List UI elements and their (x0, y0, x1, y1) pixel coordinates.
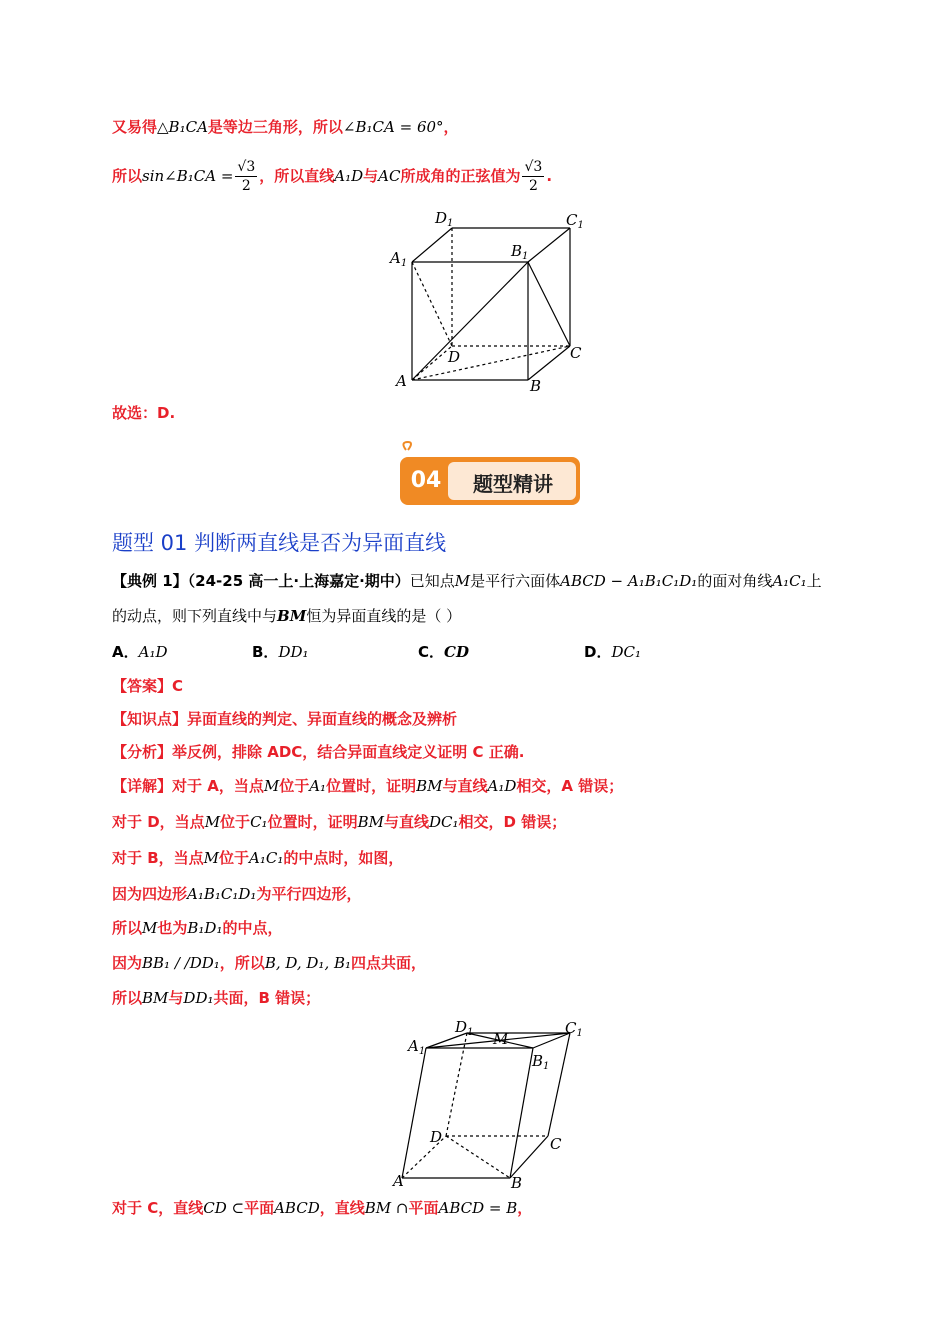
text: 对于 C，直线 (112, 1199, 204, 1217)
math: B₁D₁ (187, 919, 223, 937)
math: A₁B₁C₁D₁ (187, 885, 257, 903)
label-d: D (430, 1128, 443, 1146)
math: A₁ (309, 777, 327, 795)
label-c: C (570, 344, 582, 362)
label-a1: $A_1$ (408, 1037, 426, 1057)
math-angle: ∠B₁CA = 60° (342, 118, 444, 136)
example-source: （24-25 高一上·上海嘉定·期中） (187, 572, 410, 590)
option-c[interactable] (418, 641, 469, 662)
math: M (142, 919, 158, 937)
text: 是等边三角形，所以 (207, 118, 343, 136)
option-b[interactable] (252, 641, 309, 662)
hidden-edge (412, 346, 452, 380)
text: 平面 (408, 1199, 439, 1217)
diagonal-b1c (528, 262, 570, 346)
cube-figure (380, 205, 590, 395)
detail-line-6 (112, 952, 426, 974)
intro-line-1 (112, 116, 459, 138)
diagonal-ac (412, 346, 570, 380)
math-sin: sin∠B₁CA = (142, 167, 234, 185)
label-d1: $D_1$ (455, 1018, 474, 1038)
option-a[interactable] (112, 641, 167, 662)
math-line: AC (378, 167, 401, 185)
edge (412, 228, 452, 262)
diagonal-ab1 (412, 262, 528, 380)
text: 的面对角线 (697, 572, 773, 590)
prism-figure (390, 1018, 590, 1190)
edge (510, 1048, 533, 1178)
detail-line-5 (112, 917, 282, 939)
text: 上 (806, 572, 822, 590)
detail-line-3 (112, 847, 403, 869)
label-a: A (393, 1172, 404, 1190)
text: 四点共面， (351, 954, 427, 972)
label-b1: $B_1$ (511, 242, 529, 262)
text: 相交，A 错误； (516, 777, 624, 795)
text: 所成角的正弦值为 (400, 167, 521, 185)
text: 的动点，则下列直线中与 (112, 607, 278, 625)
detail-line-8 (112, 1197, 532, 1219)
text: 所以 (112, 919, 143, 937)
intro-line-2 (112, 156, 552, 196)
edge (510, 1136, 548, 1178)
text: 对于 B，当点 (112, 849, 204, 867)
text: 所以 (112, 167, 143, 185)
text: 因为 (112, 954, 143, 972)
label-a1: $A_1$ (390, 249, 408, 269)
math: A₁C₁ (249, 849, 284, 867)
text: 的中点时，如图， (283, 849, 404, 867)
example-line-2 (112, 605, 461, 627)
text: 所以 (112, 989, 143, 1007)
detail-line-7 (112, 987, 320, 1009)
text: 位置时，证明 (326, 777, 417, 795)
math: C₁ (250, 813, 268, 831)
banner-number: 04 (410, 468, 442, 493)
math-diagonal: A₁C₁ (772, 572, 807, 590)
text: 与直线 (383, 813, 429, 831)
math: BM (416, 777, 443, 795)
math: DD₁ (183, 989, 214, 1007)
section-title: 题型 01 判断两直线是否为异面直线 (112, 531, 447, 555)
math: ABCD (274, 1199, 320, 1217)
fraction-numerator: √3 (524, 159, 543, 175)
text: 又易得 (112, 118, 158, 136)
detail-line-2 (112, 811, 566, 833)
knowledge-line: 【知识点】异面直线的判定、异面直线的概念及辨析 (112, 710, 458, 728)
text: 恒为异面直线的是（ ） (306, 607, 462, 625)
text: 位置时，证明 (267, 813, 358, 831)
choice-line: 故选：D. (112, 404, 176, 422)
option-label: A． (112, 643, 139, 661)
math: BB₁ / /DD₁ (142, 954, 220, 972)
text: 对于 D，当点 (112, 813, 205, 831)
diagonal-bd (446, 1136, 510, 1178)
option-value: A₁D (138, 643, 168, 661)
label-a: A (396, 372, 407, 390)
banner-curl (403, 442, 411, 450)
text: 位于 (219, 849, 250, 867)
analysis-line: 【分析】举反例，排除 ADC，结合异面直线定义证明 C 正确. (112, 743, 525, 761)
edge (548, 1033, 570, 1136)
math: M (203, 849, 220, 867)
example-tag: 【典例 1】 (112, 572, 188, 590)
text: 因为四边形 (112, 885, 188, 903)
fraction-denominator: 2 (241, 178, 251, 194)
text: 是平行六面体 (470, 572, 561, 590)
text: . (546, 167, 553, 185)
option-value: CD (444, 643, 469, 661)
fraction-denominator: 2 (528, 178, 538, 194)
math: DC₁ (428, 813, 459, 831)
edge (528, 228, 570, 262)
label-d: D (448, 348, 461, 366)
diagonal-a1d (412, 262, 452, 346)
fraction (235, 158, 257, 195)
text: 的中点， (222, 919, 283, 937)
math: ABCD = B (438, 1199, 518, 1217)
label-b1: $B_1$ (532, 1052, 550, 1072)
text: 也为 (157, 919, 188, 937)
text: 【详解】对于 A，当点 (112, 777, 264, 795)
math-point: M (454, 572, 471, 590)
text: 与 (363, 167, 379, 185)
math-triangle: △B₁CA (157, 118, 208, 136)
edge (402, 1048, 426, 1178)
text: 平面 (244, 1199, 275, 1217)
label-m: M (493, 1030, 509, 1048)
label-b: B (530, 377, 542, 395)
math-bm: BM (277, 607, 307, 625)
option-label: B． (252, 643, 279, 661)
option-value: DD₁ (278, 643, 309, 661)
math: CD ⊂ (203, 1199, 245, 1217)
text: 已知点 (409, 572, 455, 590)
label-c: C (550, 1135, 562, 1153)
detail-line-4 (112, 883, 361, 905)
option-d[interactable] (584, 641, 641, 662)
math: BM (357, 813, 384, 831)
text: 相交，D 错误； (458, 813, 567, 831)
text: ，所以直线 (259, 167, 335, 185)
label-d1: $D_1$ (435, 209, 454, 229)
text: ，直线 (319, 1199, 365, 1217)
detail-line-1 (112, 775, 623, 797)
text: ， (517, 1199, 533, 1217)
option-label: C． (418, 643, 445, 661)
text: 与直线 (442, 777, 488, 795)
banner-title: 题型精讲 (473, 472, 553, 496)
label-c1: $C_1$ (565, 1019, 583, 1039)
math: M (204, 813, 221, 831)
text: ，所以 (219, 954, 265, 972)
math-line: A₁D (334, 167, 364, 185)
label-c1: $C_1$ (566, 211, 584, 231)
text: 为平行四边形， (256, 885, 362, 903)
math-solid: ABCD − A₁B₁C₁D₁ (560, 572, 698, 590)
example-line-1 (112, 570, 822, 592)
math: BM ∩ (364, 1199, 409, 1217)
option-label: D． (584, 643, 612, 661)
fraction (522, 158, 544, 195)
option-value: DC₁ (611, 643, 641, 661)
section-banner (396, 440, 586, 510)
text: 共面，B 错误； (213, 989, 321, 1007)
answer-line: 【答案】C (112, 677, 184, 695)
math: B, D, D₁, B₁ (264, 954, 352, 972)
text: 与 (168, 989, 184, 1007)
text: 位于 (279, 777, 310, 795)
label-b: B (511, 1174, 523, 1190)
text: ， (443, 118, 459, 136)
fraction-numerator: √3 (237, 159, 256, 175)
text: 位于 (220, 813, 251, 831)
math: BM (142, 989, 169, 1007)
math: A₁D (487, 777, 517, 795)
math: M (263, 777, 280, 795)
